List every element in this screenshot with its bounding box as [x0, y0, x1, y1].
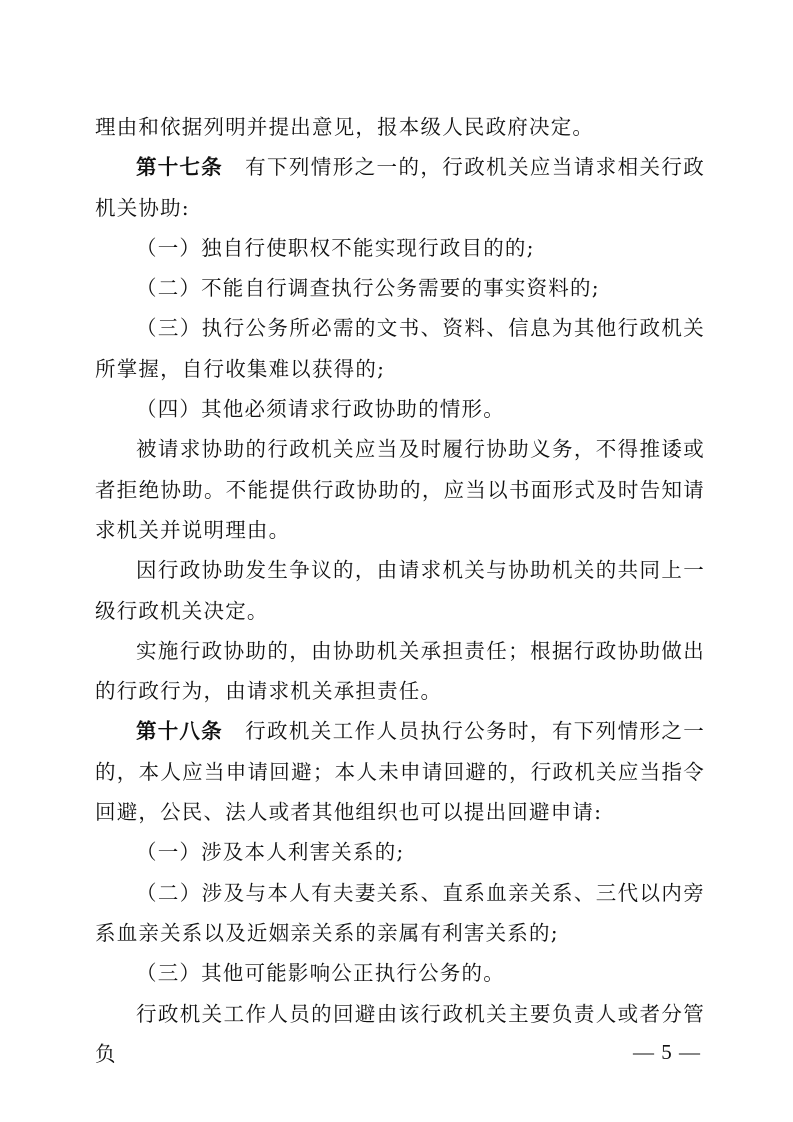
body-paragraph [95, 550, 705, 631]
paragraph-text: （三）其他可能影响公正执行公务的。 [136, 961, 505, 986]
paragraph-text: 有下列情形之一的，行政机关应当请求相关行政机关协助: [95, 155, 706, 220]
paragraph-text: 行政机关工作人员执行公务时，有下列情形之一的，本人应当申请回避；本人未申请回避的，行政机关应当指令回避，公民、法人或者其他组织也可以提出回避申请: [95, 719, 706, 825]
paragraph-text: 因行政协助发生争议的，由请求机关与协助机关的共同上一级行政机关决定。 [95, 558, 705, 623]
list-item-4 [95, 389, 705, 429]
list-item-2 [95, 873, 705, 954]
body-paragraph [95, 429, 705, 550]
article-17-heading: 第十七条 [136, 155, 223, 180]
paragraph-text: （二）不能自行调查执行公务需要的事实资料的; [136, 276, 600, 301]
article-17-paragraph [95, 147, 705, 228]
body-paragraph [95, 994, 705, 1075]
paragraph-text: （一）独自行使职权不能实现行政目的的; [136, 235, 535, 260]
article-18-heading: 第十八条 [136, 719, 223, 744]
body-paragraph [95, 631, 705, 712]
paragraph-text: （四）其他必须请求行政协助的情形。 [136, 397, 505, 422]
paragraph-text: 行政机关工作人员的回避由该行政机关主要负责人或者分管负 [95, 1001, 705, 1066]
paragraph-continuation [95, 107, 705, 147]
page-number: — 5 — [633, 1040, 701, 1064]
document-body [95, 107, 705, 1074]
paragraph-text: （三）执行公务所必需的文书、资料、信息为其他行政机关所掌握，自行收集难以获得的; [95, 316, 705, 381]
list-item-2 [95, 268, 705, 308]
list-item-3 [95, 308, 705, 389]
paragraph-text: 被请求协助的行政机关应当及时履行协助义务，不得推诿或者拒绝协助。不能提供行政协助的，应当以书面形式及时告知请求机关并说明理由。 [95, 437, 705, 542]
article-18-paragraph [95, 711, 705, 832]
list-item-3 [95, 953, 705, 993]
paragraph-text: （二）涉及与本人有夫妻关系、直系血亲关系、三代以内旁系血亲关系以及近姻亲关系的亲属有利害关系的; [95, 880, 705, 945]
list-item-1 [95, 228, 705, 268]
paragraph-text: 实施行政协助的，由协助机关承担责任；根据行政协助做出的行政行为，由请求机关承担责任。 [95, 638, 705, 704]
paragraph-text: 理由和依据列明并提出意见，报本级人民政府决定。 [95, 115, 595, 139]
list-item-1 [95, 832, 705, 872]
paragraph-text: （一）涉及本人利害关系的; [136, 840, 405, 865]
